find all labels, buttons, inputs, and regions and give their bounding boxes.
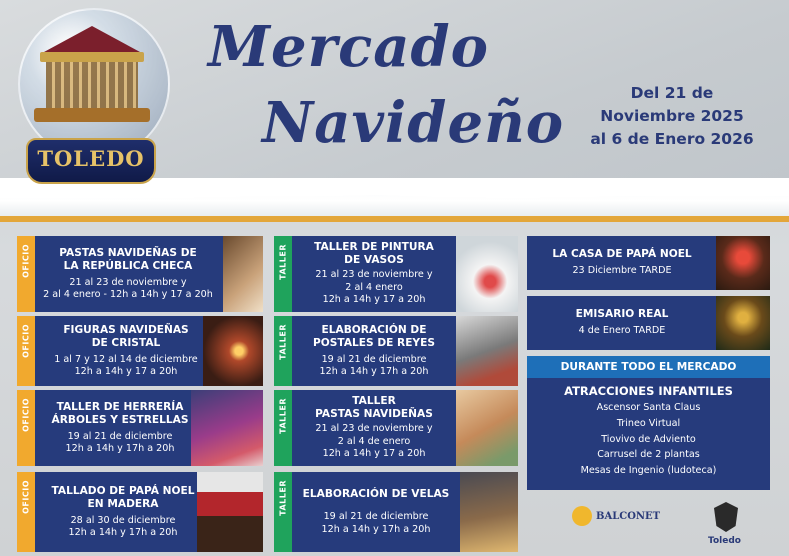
attraction-item: Carrusel de 2 plantas [597,449,700,461]
card-details: 28 al 30 de diciembre 12h a 14h y 17h a 20h [68,514,178,538]
globe-label: TOLEDO [37,146,145,171]
card-details: 21 al 23 de noviembre y 2 al 4 enero - 12h a 14h y 17 a 20h [43,276,213,300]
card-details: 19 al 21 de diciembre 12h a 14h y 17h a 20h [65,430,175,454]
attractions-card [527,378,770,490]
card-details: 1 al 7 y 12 al 14 de diciembre 12h a 14h y 17 a 20h [54,353,198,377]
taller-tag: TALLER [274,316,292,386]
event-dates [572,82,772,151]
card-title: LA CASA DE PAPÁ NOEL [552,248,692,261]
card-details: 21 al 23 de noviembre y 2 al 4 enero 12h a 14h y 17 a 20h [315,269,433,306]
santa-house-photo [716,236,770,290]
taller-tag: TALLER [274,236,292,312]
postcard-workshop-photo [456,316,518,386]
card-title: TALLER PASTAS NAVIDEÑAS [315,395,433,421]
card-details: 4 de Enero TARDE [578,325,666,337]
title-mercado: Mercado [208,14,490,80]
card-details: 21 al 23 de noviembre y 2 al 4 de enero 12h a 14h y 17 a 20h [315,423,433,460]
attractions-heading: ATRACCIONES INFANTILES [564,384,733,398]
dates-line-1: Del 21 de [630,84,714,102]
carousel-horses [46,62,138,108]
toledo-logo: Toledo [708,536,741,546]
attraction-item: Mesas de Ingenio (ludoteca) [580,465,717,477]
oficio-tag: OFICIO [17,316,35,386]
emisario-real-card [527,296,770,350]
cookie-workshop-photo [456,390,518,466]
candle-making-photo [460,472,518,552]
painted-glasses-photo [456,236,518,312]
card-title: TALLADO DE PAPÁ NOEL EN MADERA [51,484,195,510]
dates-line-2: Noviembre 2025 [600,107,744,125]
card-title: ELABORACIÓN DE VELAS [302,488,450,500]
taller-card-velas [274,472,518,552]
glassblowing-photo [203,316,263,386]
title-navideno: Navideño [262,90,565,156]
balconet-logo-icon [572,506,592,526]
casa-papa-noel-card [527,236,770,290]
santa-carving-photo [197,472,263,552]
card-title: PASTAS NAVIDEÑAS DE LA REPÚBLICA CHECA [59,246,197,272]
oficio-card-herreria [17,390,263,466]
balconet-logo: BALCONET [596,511,661,522]
metal-trees-photo [191,390,263,466]
oficio-card-cristal [17,316,263,386]
card-title: EMISARIO REAL [575,308,669,321]
oficio-card-tallado [17,472,263,552]
carousel-base [34,108,150,122]
card-title: FIGURAS NAVIDEÑAS DE CRISTAL [63,323,189,349]
card-title: ELABORACIÓN DE POSTALES DE REYES [313,323,435,349]
attraction-item: Trineo Virtual [616,417,681,429]
taller-tag: TALLER [274,472,292,552]
card-details: 23 Diciembre TARDE [572,265,672,277]
royal-envoy-photo [716,296,770,350]
taller-tag: TALLER [274,390,292,466]
card-details: 19 al 21 de diciembre 12h a 14h y 17h a 20h [321,511,431,535]
oficio-tag: OFICIO [17,236,35,312]
card-title: TALLER DE HERRERÍA ÁRBOLES Y ESTRELLAS [51,400,189,426]
oficio-card-pastas [17,236,263,312]
attraction-item: Tiovivo de Adviento [601,433,696,445]
oficio-tag: OFICIO [17,472,35,552]
card-details: 19 al 21 de diciembre 12h a 14h y 17h a 20h [319,353,429,377]
dates-line-3: al 6 de Enero 2026 [590,130,754,148]
taller-card-postales [274,316,518,386]
snow-border [0,178,789,222]
toledo-crest-icon [714,502,738,532]
card-title: TALLER DE PINTURA DE VASOS [314,241,434,267]
taller-card-vasos [274,236,518,312]
attraction-item: Ascensor Santa Claus [596,402,701,413]
pastry-photo [223,236,263,312]
taller-card-pastas [274,390,518,466]
oficio-tag: OFICIO [17,390,35,466]
carousel-band [40,52,144,62]
during-market-banner: DURANTE TODO EL MERCADO [527,356,770,378]
